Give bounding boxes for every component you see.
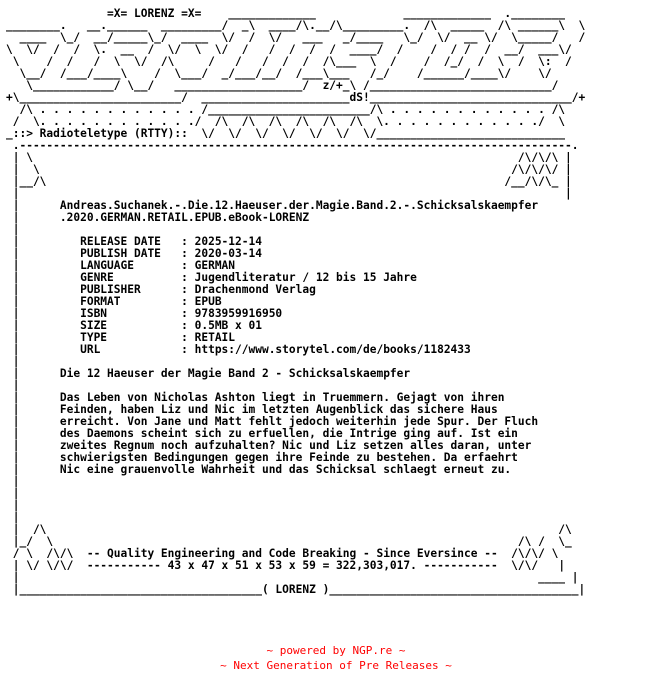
info-value: RETAIL bbox=[194, 331, 236, 344]
ascii-logo: =X= LORENZ =X= _____________ _____________ .________ ________. __.______ _________/ _\ ____/\.__/\_________. /\ _____ /\ ______\ \ ____ \_/ __/_____\_/ ____ \/ / \/ ___ _/____ \_/ \/ __ \/ \_____/ / \ \/ / / \. __ / \/ \ \/ / / / / / ____/ / / / / / __/ ___\/ \ / / / \ \/ /\ / / / / / /\___ \ / / /_/ / \ / \: / \__/ /___/____\ / \___/ _/___/__/ /___\___ /_/ /______/____\/ \/ \____________/ \__/ ___________________/ z/+_\ /___________________________/ +\________________________/ ______________________dS!______________________________/+ /\ . . . . . . . . . . . . /________________________/\ . . . . . . . . . . . . /\ / \. . . . . . . . . . . ./ /\ /\ /\ /\ /\ /\ \. . . . . . . . . . . ./ \ _::> Radioteletype (RTTY):: \/ \/ \/ \/ \/ \/ \/____________________________ bbox=[6, 7, 586, 140]
description-line: des Daemons scheint sich zu erfuellen, die Intrige ging auf. Ist ein bbox=[59, 427, 518, 440]
info-key: GENRE bbox=[80, 271, 114, 284]
tagline: -- Quality Engineering and Code Breaking - Since Eversince -- bbox=[86, 547, 498, 560]
info-key: URL bbox=[80, 343, 101, 356]
description-line: zweites Regnum noch aufzuhalten? Nic und Liz setzen alles daran, unter bbox=[59, 439, 532, 452]
description-line: Das Leben von Nicholas Ashton liegt in Truemmern. Gejagt von ihren bbox=[59, 391, 505, 404]
info-key: FORMAT bbox=[80, 295, 121, 308]
description-line: Feinden, haben Liz und Nic im letzten Augenblick das sichere Haus bbox=[59, 403, 498, 416]
info-key: PUBLISH DATE bbox=[80, 247, 161, 260]
nfo-document: =X= LORENZ =X= _____________ _____________ .________ ________. __.______ _________/ _\ ____/\.__/\_________. /\ _____ /\ ______\ \ ____ \_/ __/_____\_/ ____ \/ / \/ ___ _/____ \_/ \/ __ \/ \_____/ / \ \/ / / \. __ / \/ \ \/ / / / / / ____/ / / / / / __/ ___\/ \ / / / \ \/ /\ / / / / / /\___ \ / / /_/ / \ / \: / \__/ /___/____\ / \___/ _/___/__/ /___\___ /_/ /______/____\/ \/ \____________/ \__/ ___________________/ z/+_\ /___________________________/ +\________________________/ ______________________dS!______________________________/+ /\ . . . . . . . . . . . . /________________________/\ . . . . . . . . . . . . /\ / \. . . . . . . . . . . ./ /\ /\ /\ /\ /\ /\ \. . . . . . . . . . . ./ \ _::> Radioteletype (RTTY):: \/ \/ \/ \/ \/ \/ \/____________________________ .----------------------------------------------------------------------------------. | \ /\/\/\ | | \ /\/\/\/ | |__/\ /__/\/\_ | | | | Andreas.Suchanek.-.Die.12.Haeuser.der.Magie.Band.2.-.Schicksalskaempfer | .2020.GERMAN.RETAIL.EPUB.eBook-LORENZ | | RELEASE DATE : 2025-12-14 | PUBLISH DATE : 2020-03-14 | LANGUAGE : GERMAN | GENRE : Jugendliteratur / 12 bis 15 Jahre | PUBLISHER : Drachenmond Verlag | FORMAT : EPUB | ISBN : 9783959916950 | SIZE : 0.5MB x 01 | TYPE : RETAIL | URL : https://www.storytel.com/de/books/1182433 | | Die 12 Haeuser der Magie Band 2 - Schicksalskaempfer | | Das Leben von Nicholas Ashton liegt in Truemmern. Gejagt von ihren | Feinden, haben Liz und Nic im letzten Augenblick das sichere Haus | erreicht. Von Jane und Matt fehlt jedoch weiterhin jede Spur. Der Fluch | des Daemons scheint sich zu erfuellen, die Intrige ging auf. Ist ein | zweites Regnum noch aufzuhalten? Nic und Liz setzen alles daran, unter | schwierigsten Bedingungen gegen ihre Feinde zu bestehen. Da erfaehrt | Nic eine grauenvolle Wahrheit und das Schicksal schlaegt erneut zu. | | | | | /\ /\ |_/ \ /\ / \_ / \ /\/\ -- Quality Engineering and Code Breaking - Since Eversince -- /\/\/ \ | \/ \/\/ ----------- 43 x 47 x 51 x 53 x 59 = 322,303,017. ----------- \/\/ | | ____ | |____________________________________( LORENZ )_____________________________________| bbox=[6, 7, 586, 596]
equation: ----------- 43 x 47 x 51 x 53 x 59 = 322,303,017. ----------- bbox=[86, 559, 498, 572]
release-name: Andreas.Suchanek.-.Die.12.Haeuser.der.Magie.Band.2.-.Schicksalskaempfer bbox=[59, 199, 539, 212]
book-title: Die 12 Haeuser der Magie Band 2 - Schicksalskaempfer bbox=[59, 367, 411, 380]
info-value: 2020-03-14 bbox=[194, 247, 262, 260]
info-value: 0.5MB x 01 bbox=[194, 319, 262, 332]
description-line: schwierigsten Bedingungen gegen ihre Feinde zu bestehen. Da erfaehrt bbox=[59, 451, 518, 464]
bottom-label: ( LORENZ ) bbox=[261, 583, 330, 596]
info-value: 2025-12-14 bbox=[194, 235, 262, 248]
info-value: Jugendliteratur / 12 bis 15 Jahre bbox=[194, 271, 417, 284]
release-name-cont: .2020.GERMAN.RETAIL.EPUB.eBook-LORENZ bbox=[59, 211, 310, 224]
footer-powered-by[interactable]: ~ powered by NGP.re ~ bbox=[266, 644, 406, 657]
description-line: erreicht. Von Jane und Matt fehlt jedoch weiterhin jede Spur. Der Fluch bbox=[59, 415, 539, 428]
info-key: PUBLISHER bbox=[80, 283, 141, 296]
frame-top: .----------------------------------------------------------------------------------. | \ /\/\/\ | | \ /\/\/\/ | |__/\ /__/\/\_ | | | bbox=[12, 139, 579, 200]
info-key: SIZE bbox=[80, 319, 108, 332]
info-key: LANGUAGE bbox=[80, 259, 134, 272]
info-value[interactable]: https://www.storytel.com/de/books/1182433 bbox=[194, 343, 471, 356]
info-value: GERMAN bbox=[194, 259, 236, 272]
info-value: 9783959916950 bbox=[194, 307, 283, 320]
footer-tagline: ~ Next Generation of Pre Releases ~ bbox=[220, 659, 452, 672]
info-value: Drachenmond Verlag bbox=[194, 283, 316, 296]
description-line: Nic eine grauenvolle Wahrheit und das Schicksal schlaegt erneut zu. bbox=[59, 463, 512, 476]
info-value: EPUB bbox=[194, 295, 222, 308]
info-key: ISBN bbox=[80, 307, 108, 320]
info-key: RELEASE DATE bbox=[80, 235, 161, 248]
info-key: TYPE bbox=[80, 331, 108, 344]
